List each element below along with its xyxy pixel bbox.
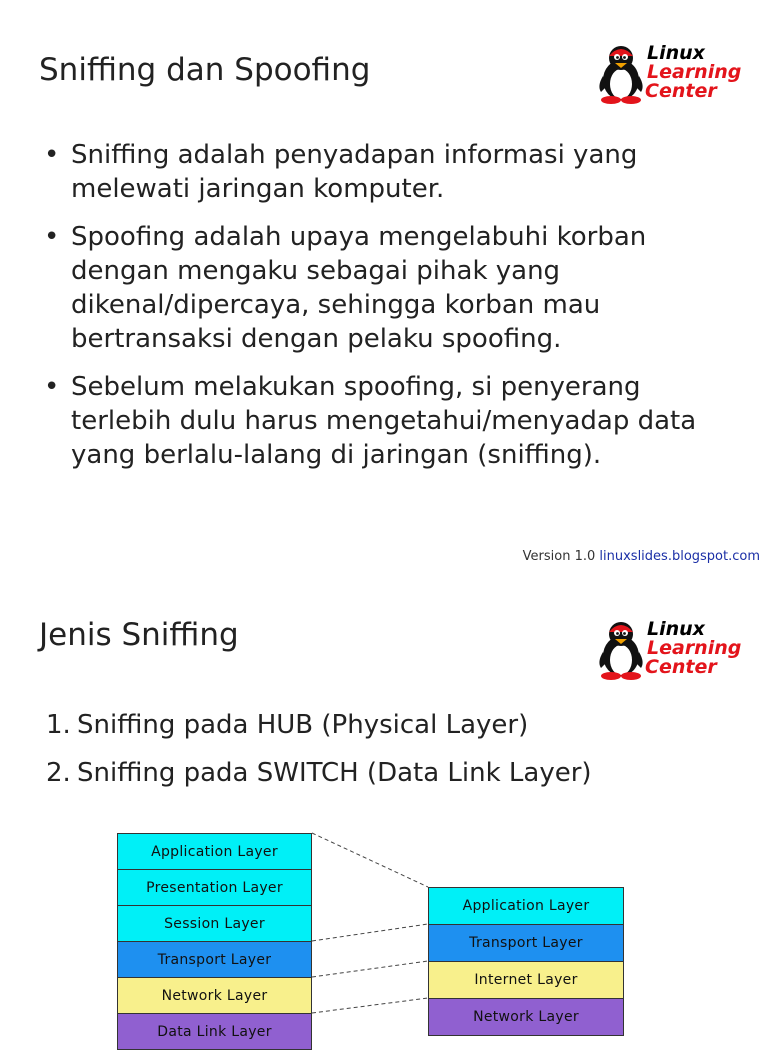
osi-layer: Transport Layer bbox=[117, 941, 312, 978]
bullet-list bbox=[44, 138, 744, 486]
logo-line-3: Center bbox=[645, 656, 717, 678]
connector-line bbox=[312, 998, 428, 1013]
connector-line bbox=[312, 924, 428, 941]
tux-penguin-icon bbox=[595, 42, 647, 104]
item-text: Sniffing pada HUB (Physical Layer) bbox=[77, 710, 529, 740]
connector-line bbox=[312, 961, 428, 977]
osi-layer: Application Layer bbox=[117, 833, 312, 870]
slide-jenis-sniffing bbox=[0, 590, 768, 1040]
slide-title: Jenis Sniffing bbox=[39, 617, 239, 653]
osi-layer: Session Layer bbox=[117, 905, 312, 942]
tcpip-layer: Transport Layer bbox=[428, 924, 624, 962]
osi-layer: Network Layer bbox=[117, 977, 312, 1014]
osi-layer: Data Link Layer bbox=[117, 1013, 312, 1050]
connector-line bbox=[312, 833, 428, 887]
linux-learning-center-logo bbox=[595, 42, 765, 104]
logo-line-1: Linux bbox=[647, 618, 705, 640]
tcpip-layer: Internet Layer bbox=[428, 961, 624, 999]
version-label: Version 1.0 bbox=[522, 549, 596, 564]
logo-line-2: Learning bbox=[647, 637, 742, 659]
item-number: 2. bbox=[46, 758, 71, 788]
osi-layer: Presentation Layer bbox=[117, 869, 312, 906]
bullet-item: • Sebelum melakukan spoofing, si penyerang terlebih dulu harus mengetahui/menyadap data yang berlalu-lalang di jaringan (sniffing). bbox=[44, 370, 744, 472]
bullet-item: • Spoofing adalah upaya mengelabuhi korban dengan mengaku sebagai pihak yang dikenal/dipercaya, sehingga korban mau bertransaksi dengan pelaku spoofing. bbox=[44, 220, 744, 356]
slide-title: Sniffing dan Spoofing bbox=[39, 52, 371, 88]
tcpip-layer: Network Layer bbox=[428, 998, 624, 1036]
tcpip-layer: Application Layer bbox=[428, 887, 624, 925]
bullet-item: • Sniffing adalah penyadapan informasi yang melewati jaringan komputer. bbox=[44, 138, 744, 206]
item-text: Sniffing pada SWITCH (Data Link Layer) bbox=[77, 758, 592, 788]
blog-link[interactable]: linuxslides.blogspot.com bbox=[599, 549, 760, 564]
logo-line-3: Center bbox=[645, 80, 717, 102]
slide-footer bbox=[523, 549, 760, 564]
logo-line-1: Linux bbox=[647, 42, 705, 64]
connector-lines bbox=[0, 590, 768, 1024]
logo-line-2: Learning bbox=[647, 61, 742, 83]
item-number: 1. bbox=[46, 710, 71, 740]
